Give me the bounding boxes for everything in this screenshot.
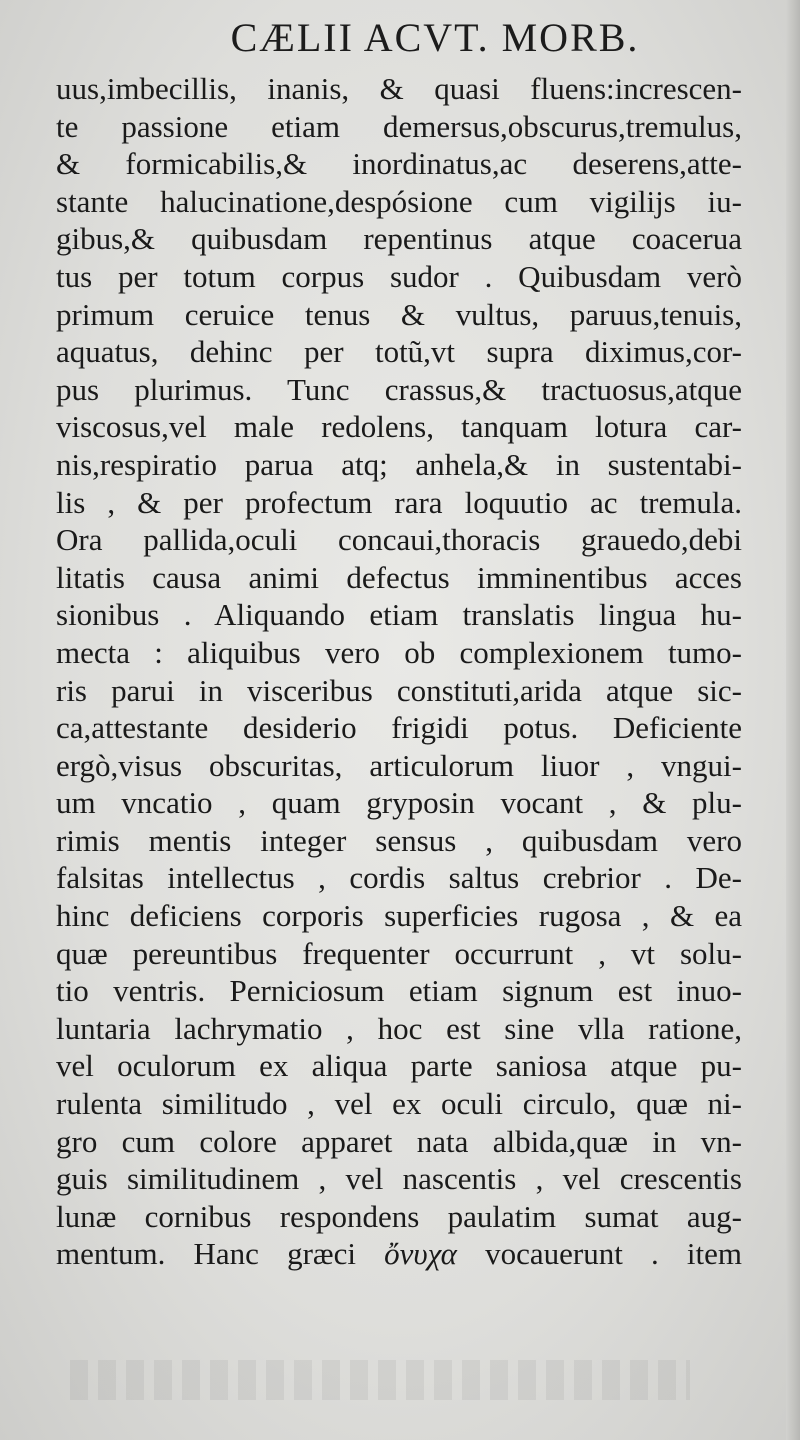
text-line: uus,imbecillis, inanis, & quasi fluens:increscen- — [56, 71, 742, 106]
text-line-final — [56, 1235, 742, 1273]
text-line: sionibus . Aliquando etiam translatis lingua hu- — [56, 597, 742, 633]
text-line: & formicabilis,& inordinatus,ac deserens,atte- — [56, 146, 742, 182]
text-line: lis , & per profectum rara loquutio ac tremula. — [56, 484, 742, 520]
text-line: Ora pallida,oculi concaui,thoracis grauedo,debi — [56, 522, 742, 558]
text-line: falsitas intellectus , cordis saltus crebrior . De- — [56, 860, 742, 896]
final-line-end: vocauerunt . item — [485, 1236, 743, 1272]
text-line: primum ceruice tenus & vultus, paruus,tenuis, — [56, 296, 742, 332]
text-line: lunæ cornibus respondens paulatim sumat aug- — [56, 1198, 742, 1234]
text-line: rimis mentis integer sensus , quibusdam vero — [56, 822, 742, 858]
running-head: CÆLII ACVT. MORB. — [230, 15, 640, 60]
text-line: guis similitudinem , vel nascentis , vel crescentis — [56, 1161, 742, 1197]
text-line: nis,respiratio parua atq; anhela,& in sustentabi- — [56, 446, 742, 482]
text-line: litatis causa animi defectus imminentibus acces — [56, 559, 742, 595]
text-line: stante halucinatione,despósione cum vigilijs iu- — [56, 183, 742, 219]
text-line: pus plurimus. Tunc crassus,& tractuosus,atque — [56, 371, 742, 407]
text-line: luntaria lachrymatio , hoc est sine vlla ratione, — [56, 1010, 742, 1046]
text-line: ergò,visus obscuritas, articulorum liuor , vngui- — [56, 747, 742, 783]
final-line-start: mentum. Hanc græci — [56, 1236, 356, 1272]
page-edge-shadow — [786, 0, 800, 1440]
text-line: aquatus, dehinc per totũ,vt supra diximus,cor- — [56, 334, 742, 370]
text-line: ca,attestante desiderio frigidi potus. Deficiente — [56, 710, 742, 746]
text-line: rulenta similitudo , vel ex oculi circulo, quæ ni- — [56, 1086, 742, 1122]
text-line: mecta : aliquibus vero ob complexionem tumo- — [56, 634, 742, 670]
text-line: quæ pereuntibus frequenter occurrunt , vt solu- — [56, 935, 742, 971]
text-line: te passione etiam demersus,obscurus,tremulus, — [56, 108, 742, 144]
text-line: tio ventris. Perniciosum etiam signum est inuo- — [56, 973, 742, 1009]
text-line: um vncatio , quam gryposin vocant , & plu- — [56, 785, 742, 821]
text-line: gibus,& quibusdam repentinus atque coacerua — [56, 221, 742, 257]
text-line: viscosus,vel male redolens, tanquam lotura car- — [56, 409, 742, 445]
greek-word: ὄνυχα — [384, 1236, 457, 1272]
text-line: hinc deficiens corporis superficies rugosa , & ea — [56, 898, 742, 934]
text-line: ris parui in visceribus constituti,arida atque sic- — [56, 672, 742, 708]
text-line: tus per totum corpus sudor . Quibusdam verò — [56, 258, 742, 294]
body-text — [56, 70, 742, 1273]
text-line: gro cum colore apparet nata albida,quæ in vn- — [56, 1123, 742, 1159]
text-line: vel oculorum ex aliqua parte saniosa atque pu- — [56, 1048, 742, 1084]
show-through-ghost-text — [70, 1360, 690, 1400]
